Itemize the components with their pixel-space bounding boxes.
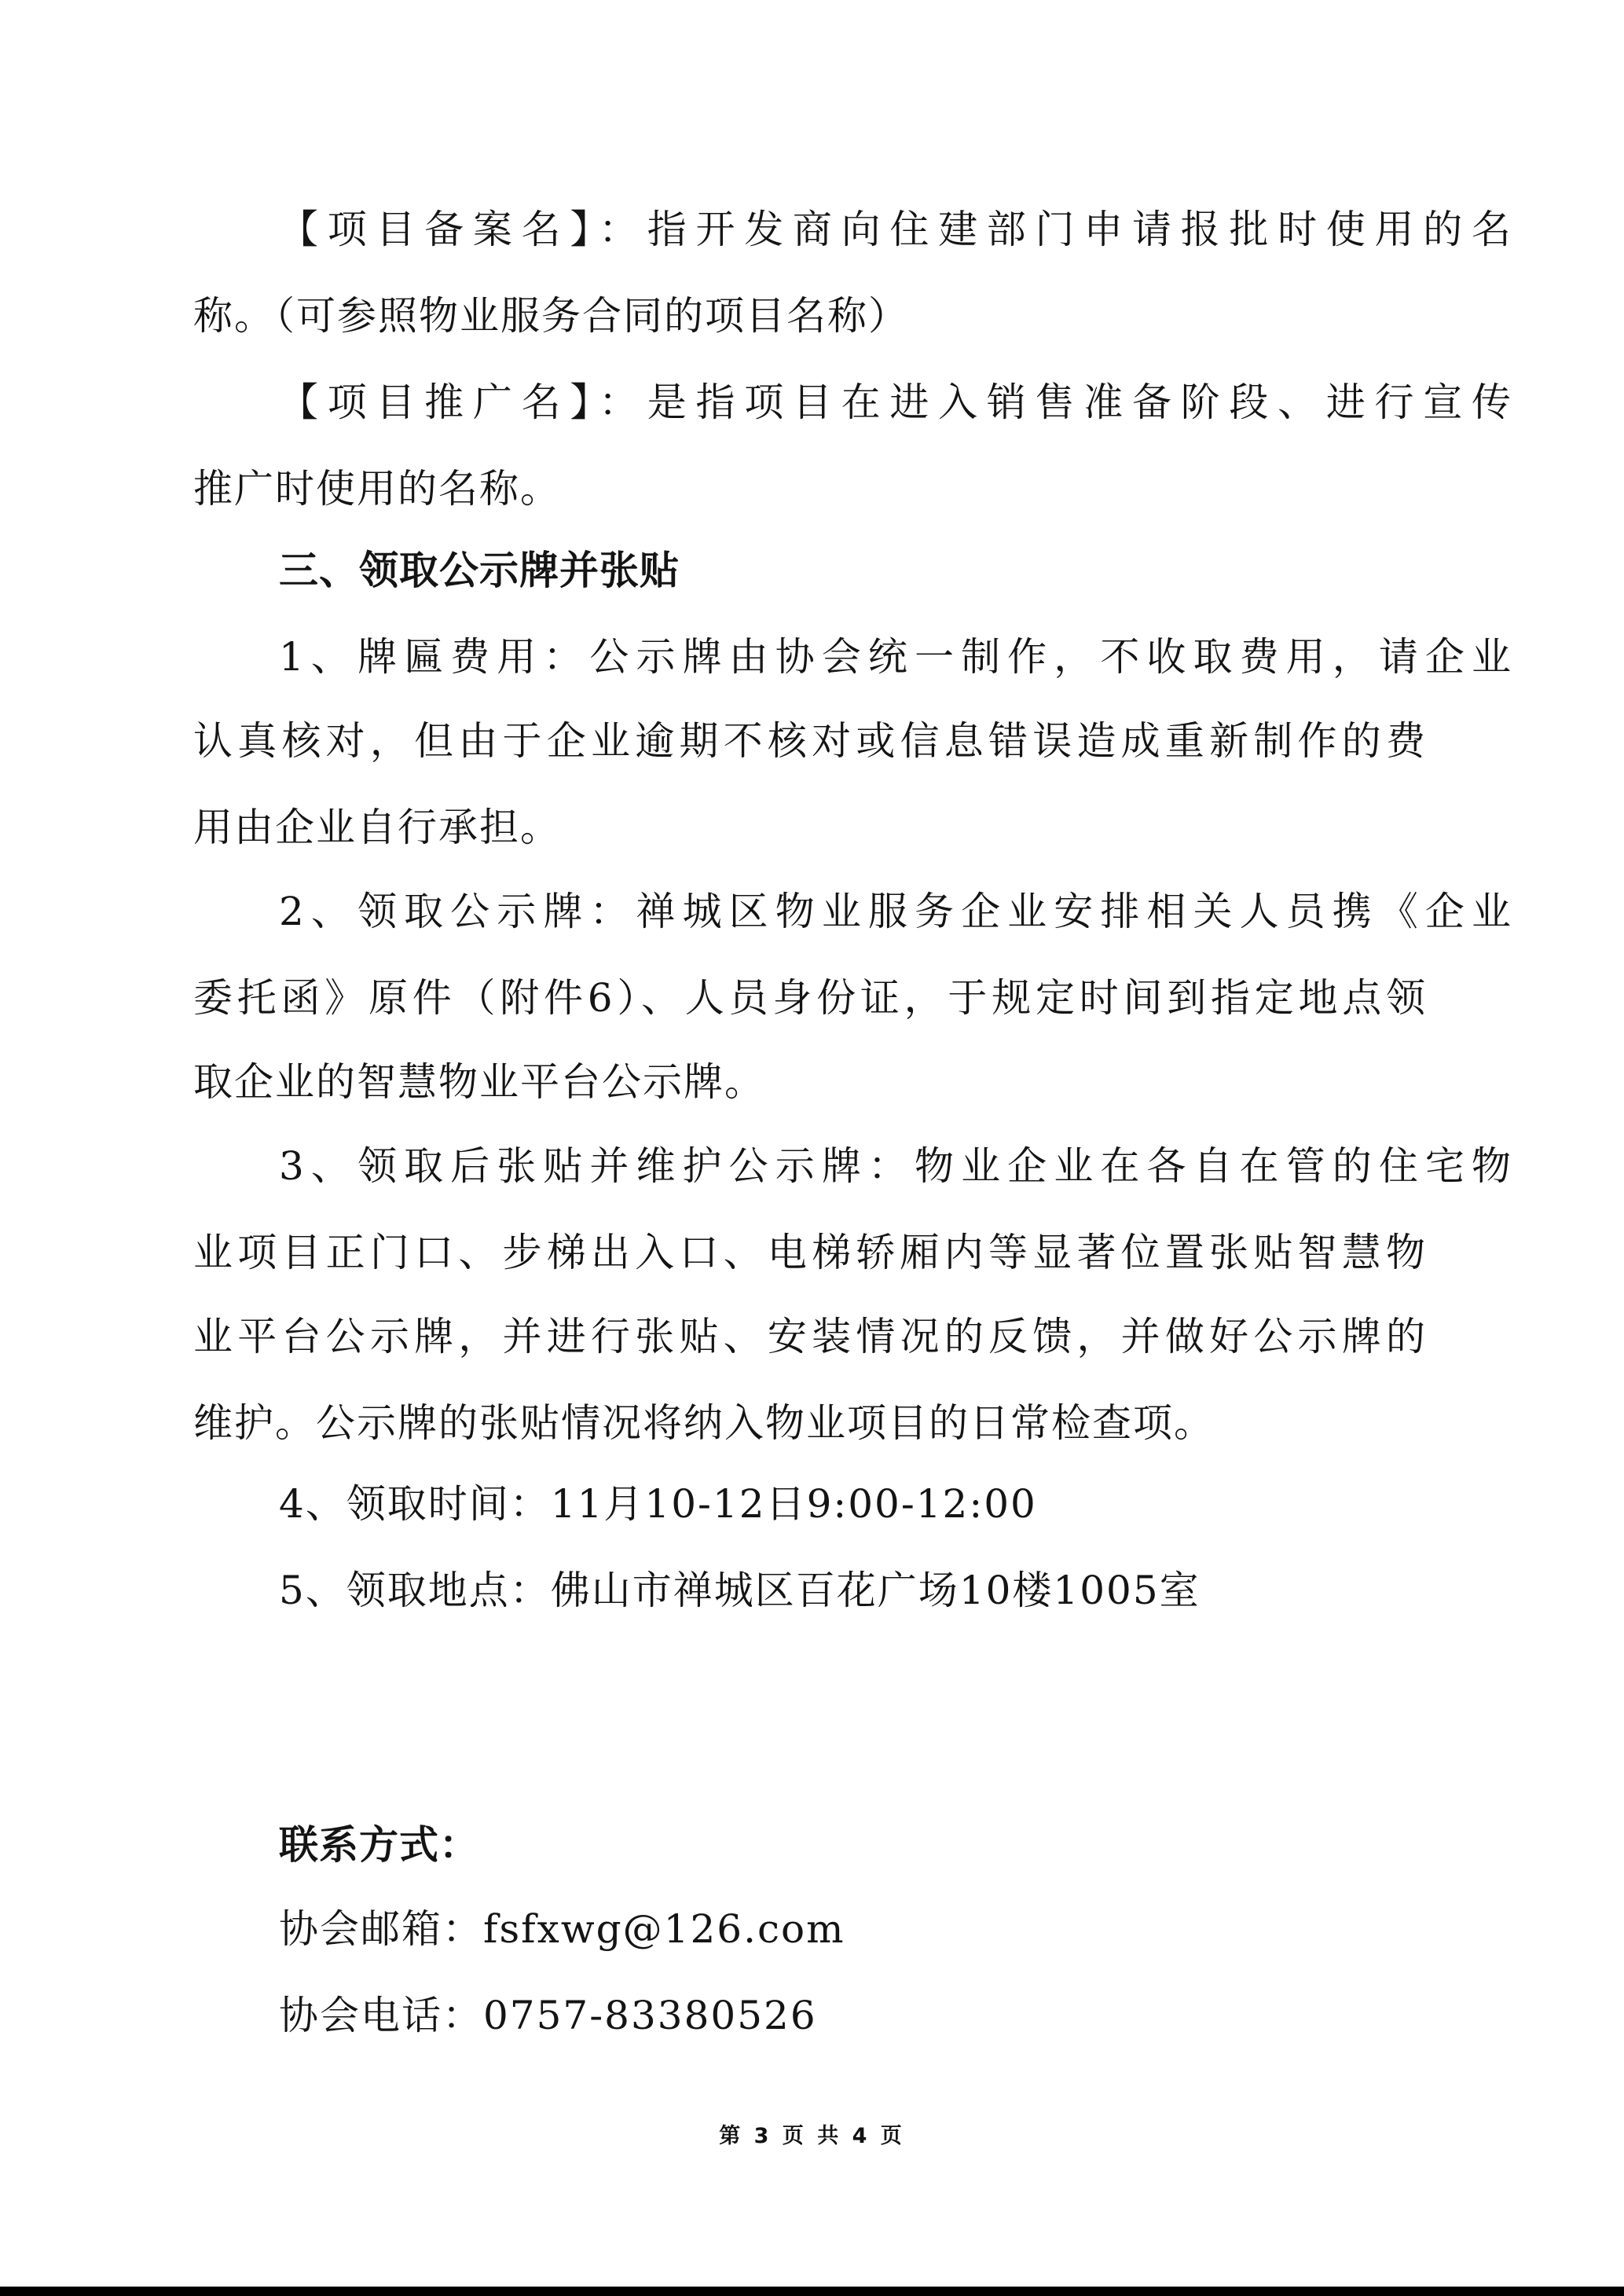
item-2-line-3: 取企业的智慧物业平台公示牌。 — [193, 1059, 765, 1105]
contact-email: 协会邮箱：fsfxwg@126.com — [279, 1906, 845, 1952]
item-1-line-2: 认真核对，但由于企业逾期不核对或信息错误造成重新制作的费 — [193, 718, 1427, 764]
page-number-footer: 第 3 页 共 4 页 — [719, 2124, 905, 2148]
project-promotion-name-line-2: 推广时使用的名称。 — [193, 466, 561, 512]
item-3-line-3: 业平台公示牌，并进行张贴、安装情况的反馈，并做好公示牌的 — [193, 1314, 1427, 1359]
contact-phone: 协会电话：0757-83380526 — [279, 1993, 817, 2038]
item-2-line-1: 2、领取公示牌：禅城区物业服务企业安排相关人员携《企业 — [279, 889, 1512, 934]
project-filing-name-line-2: 称。（可参照物业服务合同的项目名称） — [193, 293, 909, 339]
item-3-line-4: 维护。公示牌的张贴情况将纳入物业项目的日常检查项。 — [193, 1400, 1215, 1446]
item-2-line-2: 委托函》原件（附件6）、人员身份证，于规定时间到指定地点领 — [193, 975, 1427, 1021]
item-1-line-1: 1、牌匾费用：公示牌由协会统一制作，不收取费用，请企业 — [279, 634, 1512, 680]
project-filing-name-line-1: 【项目备案名】：指开发商向住建部门申请报批时使用的名 — [279, 207, 1512, 252]
section-heading: 三、领取公示牌并张贴 — [279, 548, 680, 593]
item-1-line-3: 用由企业自行承担。 — [193, 805, 561, 850]
item-3-line-1: 3、领取后张贴并维护公示牌：物业企业在各自在管的住宅物 — [279, 1143, 1512, 1189]
scan-bottom-edge — [0, 2287, 1624, 2296]
item-5-pickup-location: 5、领取地点：佛山市禅城区百花广场10楼1005室 — [279, 1568, 1201, 1613]
contact-heading: 联系方式： — [279, 1822, 479, 1868]
item-3-line-2: 业项目正门口、步梯出入口、电梯轿厢内等显著位置张贴智慧物 — [193, 1230, 1427, 1275]
project-promotion-name-line-1: 【项目推广名】：是指项目在进入销售准备阶段、进行宣传 — [279, 380, 1512, 425]
item-4-pickup-time: 4、领取时间：11月10-12日9:00-12:00 — [279, 1481, 1037, 1527]
